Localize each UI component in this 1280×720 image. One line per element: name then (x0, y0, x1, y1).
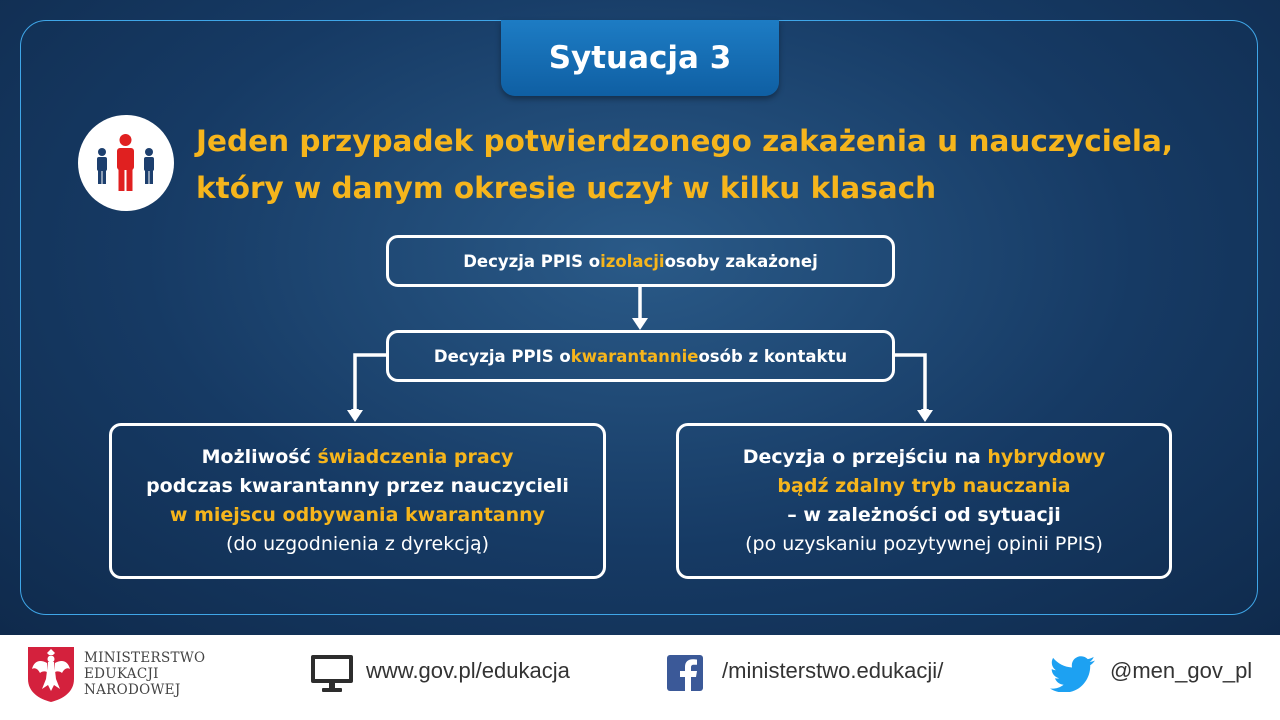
twitter-handle[interactable]: @men_gov_pl (1110, 658, 1253, 683)
website-link[interactable]: www.gov.pl/edukacja (366, 658, 570, 683)
quarantine-decision-box: Decyzja PPIS o kwarantannie osób z kontaktu (386, 330, 895, 382)
facebook-link[interactable]: /ministerstwo.edukacji/ (722, 658, 944, 683)
twitter-icon (1050, 656, 1096, 692)
isolation-decision-box: Decyzja PPIS o izolacji osoby zakażonej (386, 235, 895, 287)
facebook-icon (667, 655, 703, 691)
arrow-to-right-box (894, 355, 925, 413)
title-tab: Sytuacja 3 (501, 20, 779, 96)
polish-emblem-icon (26, 645, 76, 703)
monitor-icon (311, 655, 353, 693)
headline-line-2: który w danym okresie uczył w kilku klasach (196, 171, 937, 205)
remote-work-option-box: Możliwość świadczenia pracy podczas kwarantanny przez nauczycieli w miejscu odbywania kwarantanny (do uzgodnienia z dyrekcją) (109, 423, 606, 579)
teaching-mode-decision-box: Decyzja o przejściu na hybrydowy bądź zdalny tryb nauczania – w zależności od sytuacji (po uzyskaniu pozytywnej opinii PPIS) (676, 423, 1172, 579)
ministry-name: MINISTERSTWO EDUKACJI NARODOWEJ (84, 650, 206, 698)
headline-line-1: Jeden przypadek potwierdzonego zakażenia u nauczyciela, (196, 124, 1174, 158)
arrow-to-left-box (355, 355, 387, 413)
